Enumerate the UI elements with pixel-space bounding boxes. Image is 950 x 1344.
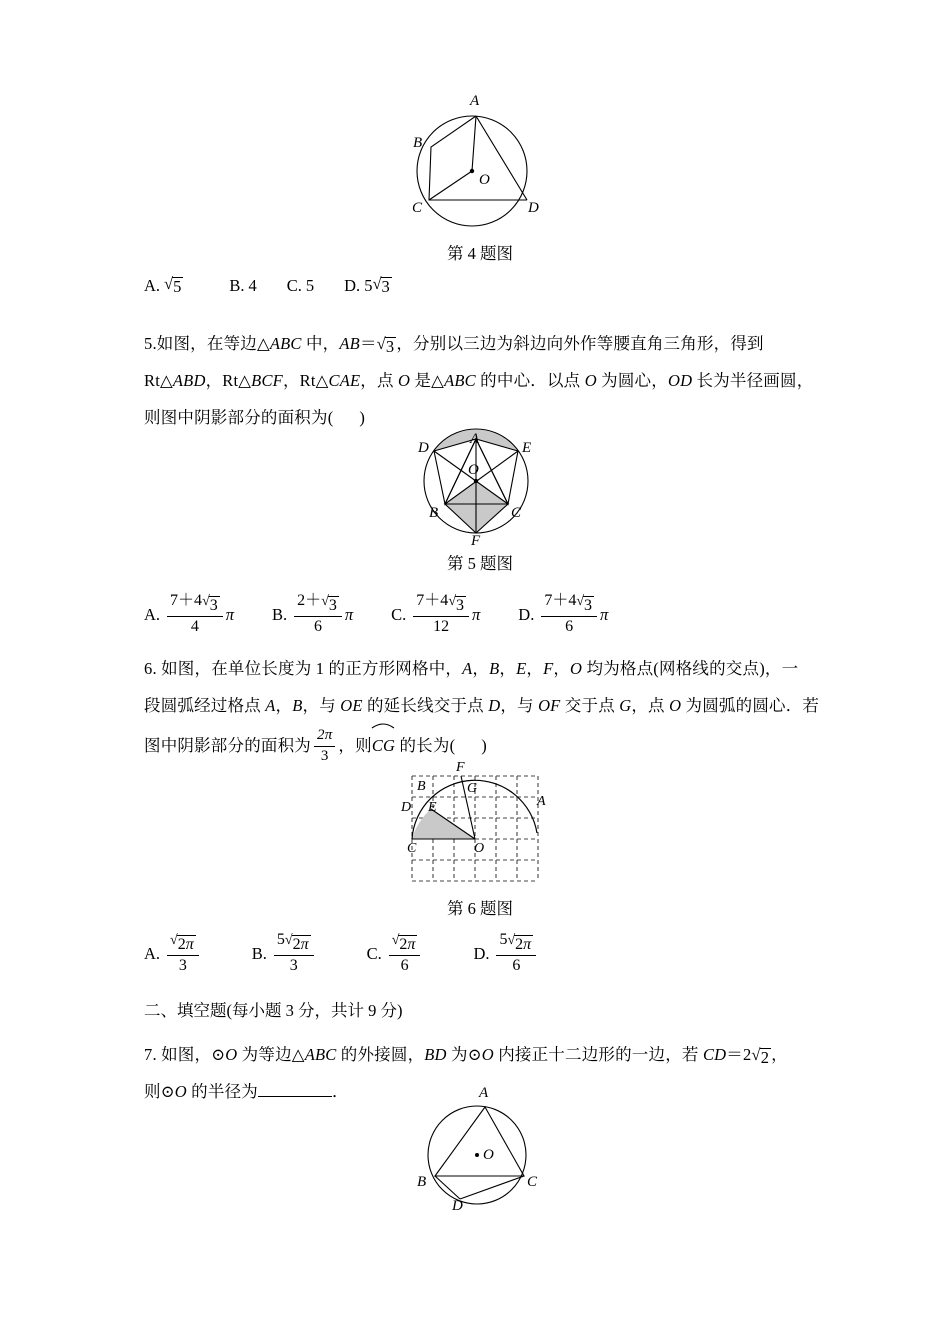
figure-5-label-C: C [511,505,522,521]
q5-opt-c-num-text: 7＋4 [416,592,449,609]
q6-l1-O: O [570,659,583,678]
q6-option-d-fraction [496,931,536,976]
q5-l2-od: OD [667,371,693,390]
q4-option-c[interactable] [287,276,314,296]
q4-option-a-radicand: 5 [173,277,182,296]
q7-answer-blank[interactable] [258,1083,332,1097]
q6-l2-OE: OE [340,696,363,715]
q5-l2-abc: ABC [444,371,476,390]
q6-opt-c-radicand [398,935,417,954]
figure-5-label-D: D [418,440,429,456]
q5-l1-c: ，分别以三边为斜边向外作等腰直角三角形，得到 [396,334,764,353]
q5-option-d-numerator [541,592,597,617]
q6-l1-B: B [489,659,500,678]
q4-option-a[interactable] [144,276,183,297]
q5-number: 5. [144,334,157,353]
q4-option-c-value: 5 [305,276,315,296]
q6-l1-s1: ， [472,659,490,678]
q5-l3: 则图中阴影部分的面积为( [144,408,334,427]
q6-opt-a-radical: √ 2π [170,933,194,953]
q5-option-b-suffix: π [344,605,354,625]
figure-5-label-B: B [429,505,439,521]
figure-7-label-O: O [483,1147,494,1163]
q5-opt-d-radical: √ 3 [576,594,593,614]
q5-option-d-suffix: π [600,605,609,625]
q6-option-c-denominator: 6 [400,957,409,975]
q6-line-3 [144,724,487,766]
q6-l2-b: ，与 [302,696,341,715]
figure-5-caption: 第 5 题图 [447,554,513,573]
q6-opt-a-post: π [185,936,194,953]
q5-l1-abc: ABC [269,334,302,353]
q5-option-b-label: B. [272,605,288,625]
q7-line-1 [144,1036,788,1074]
q6-l2-f: ，点 [631,696,670,715]
q4-options [144,276,392,297]
q6-opt-b-rad-val: 2 [292,936,301,953]
q6-opt-d-radicand [514,935,533,954]
q6-option-a-fraction [167,931,199,976]
figure-5-label-A: A [470,431,480,447]
q6-l2-a: 段圆弧经过格点 [144,696,266,715]
q6-l3-a: 图中阴影部分的面积为 [144,736,311,755]
q7-l1-f: ， [771,1045,788,1064]
q7-l1-radicand: 2 [760,1048,770,1067]
q6-l2-s1: ， [275,696,293,715]
q6-l1-s4: ， [553,659,571,678]
q4-option-a-label: A. [144,276,161,296]
q7-l1-e: 内接正十二边形的一边，若 [493,1045,703,1064]
q5-option-b-fraction [294,592,342,637]
figure-6-caption: 第 6 题图 [447,899,513,918]
q5-option-a-label: A. [144,605,161,625]
q7-l2-b: 的半径为 [186,1082,258,1101]
q6-option-c[interactable] [367,932,424,977]
q5-option-c-numerator [413,592,469,617]
q6-option-b-numerator [274,931,314,956]
q5-l2-o1: O [398,371,411,390]
q4-option-d[interactable] [344,276,392,297]
q6-l1-s2: ， [499,659,517,678]
q5-option-b-denominator: 6 [314,618,323,636]
q6-l3-end: ) [481,736,487,755]
q5-option-a-numerator [167,592,223,617]
q6-l3-num: 2π [314,727,335,746]
figure-5 [398,423,553,548]
q6-option-b-label: B. [251,944,267,964]
figure-4-label-B: B [413,135,423,151]
q6-opt-c-radical: √ 2π [391,933,416,953]
figure-6 [401,760,554,887]
q6-option-b-fraction [274,931,314,976]
q5-line-2 [144,362,813,400]
figure-6-label-G: G [467,781,478,796]
q5-opt-b-num-text: 2＋ [297,592,322,609]
figure-5-label-O: O [468,462,479,478]
figure-7-label-D: D [452,1198,463,1214]
q4-option-d-label: D. [344,276,361,296]
q6-l2-e: 交于点 [560,696,620,715]
q6-option-a[interactable] [144,932,202,977]
q5-options [144,593,608,638]
q4-option-a-radical: √ 5 [164,274,182,296]
q6-opt-b-radical: √ 2π [284,933,309,953]
figure-5-label-E: E [522,440,532,456]
q6-option-c-fraction [389,931,421,976]
q5-option-c-suffix: π [472,605,481,625]
q6-opt-d-pre: 5 [499,931,508,948]
section-2-heading: 二、填空题(每小题 3 分，共计 9 分) [144,1001,403,1020]
q5-l2-c1: ，Rt△ [205,371,252,390]
q5-option-b[interactable] [272,593,353,638]
q6-l2-A: A [265,696,276,715]
figure-7 [415,1085,555,1214]
q5-l2-o2: O [584,371,597,390]
q5-l2-c5: 的中心．以点 [475,371,585,390]
q7-l1-ABC: ABC [304,1045,337,1064]
q5-option-a-suffix: π [225,605,235,625]
q5-opt-a-radicand: 3 [209,597,218,614]
q7-l1-O2: O [481,1045,494,1064]
q5-option-a[interactable] [144,593,234,638]
q5-opt-a-radical: √ 3 [202,594,218,614]
q5-opt-b-radicand: 3 [328,597,337,614]
figure-4-label-D: D [528,200,539,216]
q6-l3-b: ，则 [338,736,372,755]
q6-l2-B: B [292,696,303,715]
figure-4-label-A: A [470,93,480,109]
q6-l1-s3: ， [526,659,544,678]
q6-l2-c: 的延长线交于点 [362,696,489,715]
q5-option-c-denominator: 12 [433,618,450,636]
q5-l1-b: 中， [301,334,340,353]
q6-opt-d-rad-val: 2 [515,936,524,953]
q6-option-d[interactable] [473,932,539,977]
q5-line-1 [144,325,764,363]
figure-4 [400,93,550,235]
q6-option-a-label: A. [144,944,161,964]
q4-option-c-label: C. [286,276,302,296]
q5-l1-a: 如图，在等边△ [156,334,270,353]
q5-option-b-numerator [294,592,342,617]
q6-l2-OF: OF [538,696,561,715]
q6-opt-c-post: π [407,936,416,953]
q6-opt-a-radicand [177,935,196,954]
q7-l1-a: 如图，⊙ [156,1045,226,1064]
figure-4-label-C: C [412,200,423,216]
figure-6-label-B: B [417,779,426,794]
q7-l1-radical: √ 2 [751,1045,770,1067]
q7-l1-d: 为⊙ [446,1045,482,1064]
q5-l2-c2: ，Rt△ [282,371,329,390]
q6-line-1 [144,650,798,688]
figure-7-label-C: C [527,1174,538,1190]
q7-line-2 [144,1073,349,1111]
q4-option-b-value: 4 [248,276,257,296]
q6-l3-den: 3 [320,747,329,764]
q6-l2-d: ，与 [500,696,539,715]
q7-l1-CD: CD [702,1045,727,1064]
q4-option-d-prefix: 5 [364,276,373,296]
q6-l1-A: A [462,659,473,678]
q6-line-2 [144,687,819,725]
q5-l1-ab: AB [339,334,360,353]
q5-option-d-denominator: 6 [565,618,574,636]
q6-l2-G: G [619,696,632,715]
q6-options [144,932,539,977]
q6-l1-E: E [516,659,527,678]
q6-l1-a: 如图，在单位长度为 1 的正方形网格中， [156,659,463,678]
q5-opt-c-radicand: 3 [456,597,464,614]
q6-l3-arc-cg [372,724,395,765]
q6-l3-cg: CG [371,736,396,755]
q4-option-d-radical: √ 3 [372,274,390,296]
q5-l2-c4: 是△ [410,371,445,390]
q6-l1-F: F [543,659,554,678]
q5-l1-radicand: 3 [385,337,395,356]
q5-opt-d-num-text: 7＋4 [544,592,577,609]
q6-opt-c-rad-val: 2 [399,936,408,953]
figure-6-label-O: O [474,841,485,856]
q7-l1-c: 的外接圆， [336,1045,425,1064]
q5-opt-a-num-text: 7＋4 [170,592,203,609]
q5-option-d[interactable] [518,593,608,638]
q5-opt-b-radical: √ 3 [321,594,337,614]
q5-l2-bcf: BCF [251,371,283,390]
q5-l2-c7: 长为半径画圆， [692,371,814,390]
q5-option-d-fraction [541,592,597,637]
figure-7-label-B: B [417,1174,427,1190]
q7-l1-eq: ＝2 [726,1045,752,1064]
figure-6-label-F: F [456,760,465,775]
q6-option-c-label: C. [366,944,382,964]
q5-opt-d-radicand: 3 [584,597,593,614]
q6-l2-O: O [669,696,682,715]
q7-l1-BD: BD [424,1045,447,1064]
q5-l2-cae: CAE [328,371,361,390]
q6-option-b-denominator: 3 [289,957,298,975]
q5-option-c[interactable] [391,593,480,638]
q7-l2-c: ． [331,1082,349,1101]
q6-opt-a-rad-val: 2 [177,936,186,953]
q6-opt-b-post: π [300,936,309,953]
figure-6-label-D: D [401,800,412,815]
q6-option-a-denominator: 3 [178,957,187,975]
q6-opt-d-radical: √ 2π [507,933,532,953]
q7-number: 7. [144,1045,157,1064]
q4-option-d-radicand: 3 [381,277,390,296]
figure-4-label-O: O [479,172,490,188]
q6-opt-b-pre: 5 [276,931,285,948]
q5-line-3 [144,399,365,437]
q7-l1-O1: O [225,1045,238,1064]
q6-l3-c: 的长为( [395,736,456,755]
q6-option-d-denominator: 6 [512,957,521,975]
q5-l1-eq: ＝ [359,334,377,353]
q7-l1-b: 为等边△ [237,1045,305,1064]
q6-opt-d-post: π [523,936,532,953]
q6-l2-g: 为圆弧的圆心．若 [681,696,820,715]
q4-option-b-label: B. [229,276,245,296]
figure-6-label-A: A [537,794,546,809]
q5-l1-radical: √ 3 [376,334,395,356]
q5-option-c-fraction [413,592,469,637]
q7-l2-O: O [174,1082,187,1101]
q5-option-a-fraction [167,592,223,637]
q6-l1-b: 均为格点(网格线的交点)，一 [582,659,799,678]
q5-l2-rt1: Rt△ [144,371,173,390]
figure-6-label-C: C [407,841,417,856]
q5-option-c-label: C. [391,605,407,625]
q5-l2-c6: 为圆心， [596,371,668,390]
q5-l2-c3: ，点 [360,371,399,390]
q5-opt-c-radical: √ 3 [448,594,464,614]
q6-option-d-label: D. [473,944,490,964]
q5-option-a-denominator: 4 [190,618,199,636]
q6-opt-b-radicand [292,935,311,954]
q7-l2-a: 则⊙ [144,1082,175,1101]
figure-6-label-E: E [428,800,437,815]
q6-l3-fraction [314,727,335,765]
q5-option-d-label: D. [518,605,535,625]
q6-option-d-numerator [496,931,536,956]
figure-7-label-A: A [479,1085,489,1101]
q5-l2-abd: ABD [172,371,206,390]
q4-option-b[interactable] [229,276,256,296]
q6-option-a-numerator [167,931,199,956]
q5-l3-end: ) [359,408,366,427]
q6-number: 6. [144,659,157,678]
q6-option-b[interactable] [252,932,317,977]
q6-l2-D: D [488,696,501,715]
figure-4-caption: 第 4 题图 [447,244,513,263]
figure-5-label-F: F [471,533,481,549]
q6-option-c-numerator [389,931,421,956]
